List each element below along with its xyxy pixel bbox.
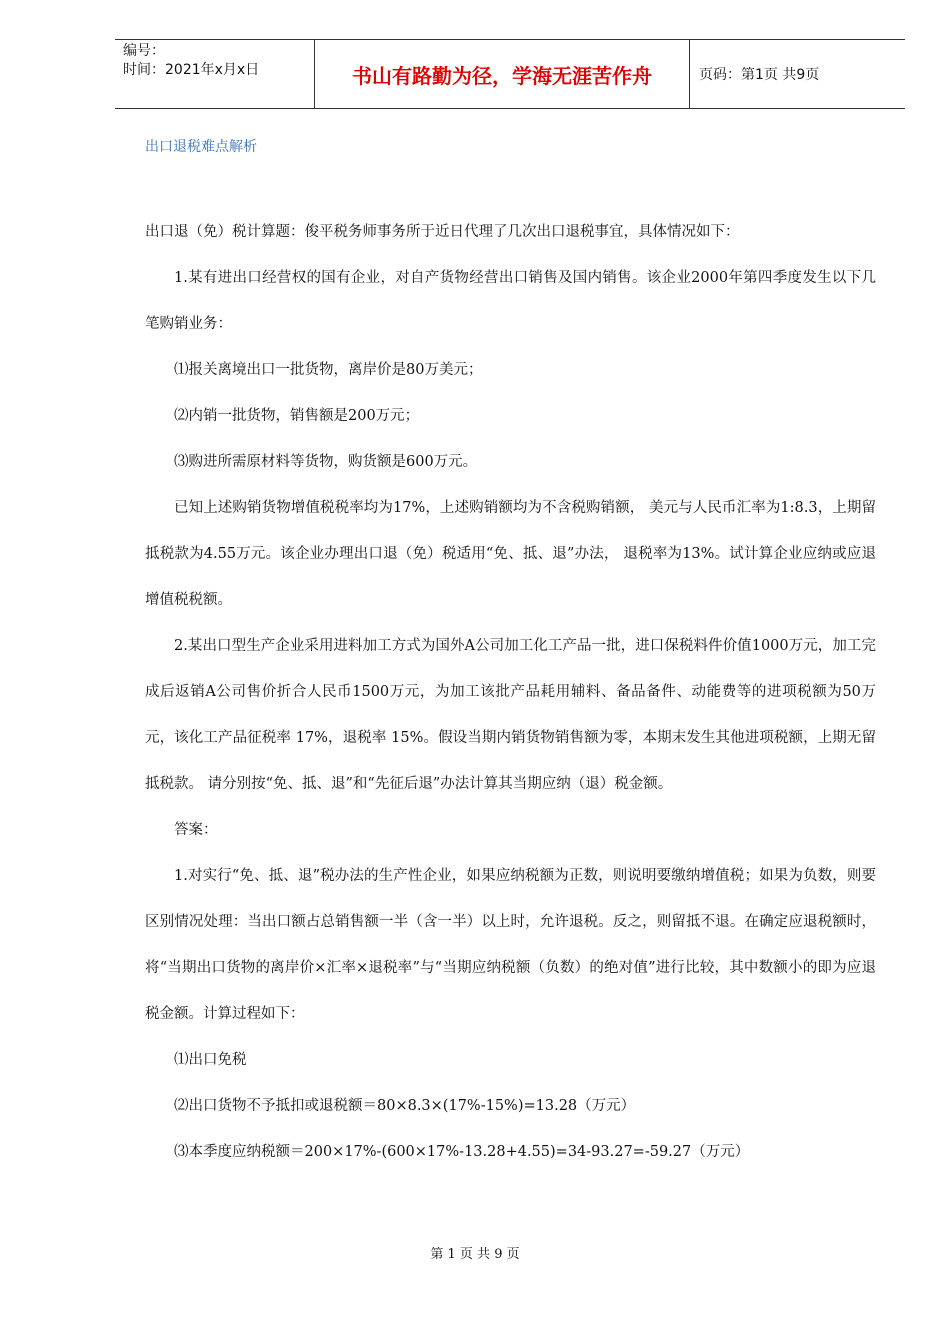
paragraph-item: ⑵内销一批货物，销售额是200万元； — [174, 408, 420, 424]
paragraph-step: ⑶本季度应纳税额＝200×17%-(600×17%-13.28+4.55)=34-93.27=-59.27（万元） — [174, 1144, 750, 1160]
paragraph-step: ⑴出口免税 — [174, 1052, 247, 1068]
paragraph-item: ⑴报关离境出口一批货物，离岸价是80万美元； — [174, 362, 483, 378]
header-meta — [115, 40, 315, 108]
paragraph-answer-label: 答案： — [174, 822, 218, 838]
header-page-info: 页码：第1页 共9页 — [699, 67, 820, 83]
number-label: 编号： — [123, 43, 165, 59]
header-motto: 书山有路勤为径，学海无涯苦作舟 — [315, 40, 690, 108]
paragraph-question-2: 2.某出口型生产企业采用进料加工方式为国外A公司加工化工产品一批，进口保税料件价值1000万元，加工完成后返销A公司售价折合人民币1500万元，为加工该批产品耗用辅料、备品备件、动能费等的进项税额为50万元，该化工产品征税率 17%，退税率 15%。假设当期内销货物销售额为零，本期末发生其他进项税额，上期无留抵税款。 请分别按“免、抵、退”和“先征后退”办法计算其当期应纳（退）税金额。 — [145, 638, 876, 792]
time-label: 时间：2021年x月x日 — [123, 62, 260, 78]
page-footer: 第 1 页 共 9 页 — [430, 1247, 520, 1262]
page-header — [115, 39, 905, 109]
paragraph-intro: 出口退（免）税计算题：俊平税务师事务所于近日代理了几次出口退税事宜，具体情况如下： — [145, 224, 740, 240]
paragraph-given: 已知上述购销货物增值税税率均为17%，上述购销额均为不含税购销额， 美元与人民币汇率为1:8.3，上期留抵税款为4.55万元。该企业办理出口退（免）税适用“免、抵、退”办法， 退税率为13%。试计算企业应纳或应退增值税税额。 — [145, 500, 876, 608]
document-body — [145, 209, 876, 1175]
paragraph-item: ⑶购进所需原材料等货物，购货额是600万元。 — [174, 454, 478, 470]
paragraph-answer-1: 1.对实行“免、抵、退”税办法的生产性企业，如果应纳税额为正数，则说明要缴纳增值税；如果为负数，则要区别情况处理：当出口额占总销售额一半（含一半）以上时，允许退税。反之，则留抵不退。在确定应退税额时，将“当期出口货物的离岸价×汇率×退税率”与“当期应纳税额（负数）的绝对值”进行比较，其中数额小的即为应退税金额。计算过程如下： — [145, 868, 876, 1022]
paragraph-question-1: 1.某有进出口经营权的国有企业，对自产货物经营出口销售及国内销售。该企业2000年第四季度发生以下几笔购销业务： — [145, 270, 876, 332]
document-title: 出口退税难点解析 — [145, 139, 257, 155]
paragraph-step: ⑵出口货物不予抵扣或退税额＝80×8.3×(17%-15%)=13.28（万元） — [174, 1098, 636, 1114]
